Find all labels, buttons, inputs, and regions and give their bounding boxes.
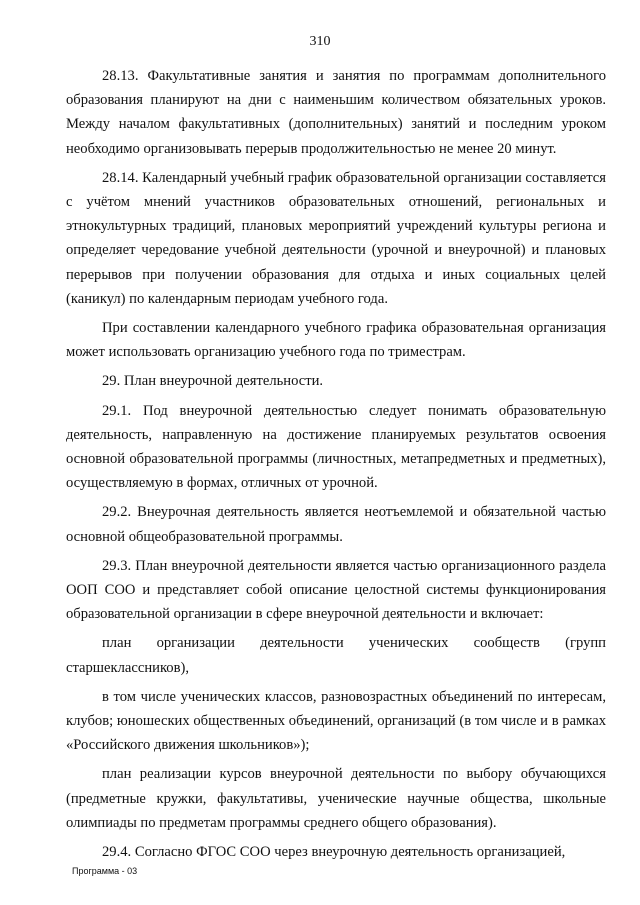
paragraph-28-13: 28.13. Факультативные занятия и занятия по программам дополнительного образования планируют на дни с наименьшим количеством обязательных уроков. Между началом факультативных (дополнительных) занятий и последним уроком необходимо организовывать перерыв продолжительностью не менее 20 минут. bbox=[66, 68, 606, 157]
paragraph-29-2: 29.2. Внеурочная деятельность является неотъемлемой и обязательной частью основной общеобразовательной программы. bbox=[66, 504, 606, 545]
list-item-courses-plan: план реализации курсов внеурочной деятельности по выбору обучающихся (предметные кружки, факультативы, ученические научные общества, школьные олимпиады по предметам программы среднего общего образования). bbox=[66, 766, 606, 831]
paragraph-29-heading: 29. План внеурочной деятельности. bbox=[102, 373, 324, 390]
footer-label: Программа - 03 bbox=[72, 866, 138, 876]
page-number: 310 bbox=[309, 34, 331, 49]
paragraph-29-4: 29.4. Согласно ФГОС СОО через внеурочную деятельность организацией, bbox=[102, 844, 566, 861]
paragraph-29-3: 29.3. План внеурочной деятельности является частью организационного раздела ООП СОО и представляет собой описание целостной системы функционирования образовательной организации в сфере внеурочной деятельности и включает: bbox=[66, 557, 606, 623]
list-item-communities-plan: план организации деятельности ученических сообществ (групп старшеклассников), bbox=[66, 635, 606, 676]
list-item-classes-associations: в том числе ученических классов, разновозрастных объединений по интересам, клубов; юношеских общественных объединений, организаций (в том числе и в рамках «Российского движения школьников»); bbox=[66, 688, 606, 754]
paragraph-28-14: 28.14. Календарный учебный график образовательной организации составляется с учётом мнений участников образовательных отношений, региональных и этнокультурных традиций, плановых мероприятий учреждений культуры региона и определяет чередование учебной деятельности (урочной и внеурочной) и плановых перерывов при получении образования для отдыха и иных социальных целей (каникул) по календарным периодам учебного года. bbox=[66, 169, 606, 307]
paragraph-29-1: 29.1. Под внеурочной деятельностью следует понимать образовательную деятельность, направленную на достижение планируемых результатов освоения основной образовательной программы (личностных, метапредметных и предметных), осуществляемую в формах, отличных от урочной. bbox=[66, 402, 606, 492]
paragraph-calendar-trimesters: При составлении календарного учебного графика образовательная организация может использовать организацию учебного года по триместрам. bbox=[66, 320, 606, 361]
document-body bbox=[66, 64, 606, 864]
